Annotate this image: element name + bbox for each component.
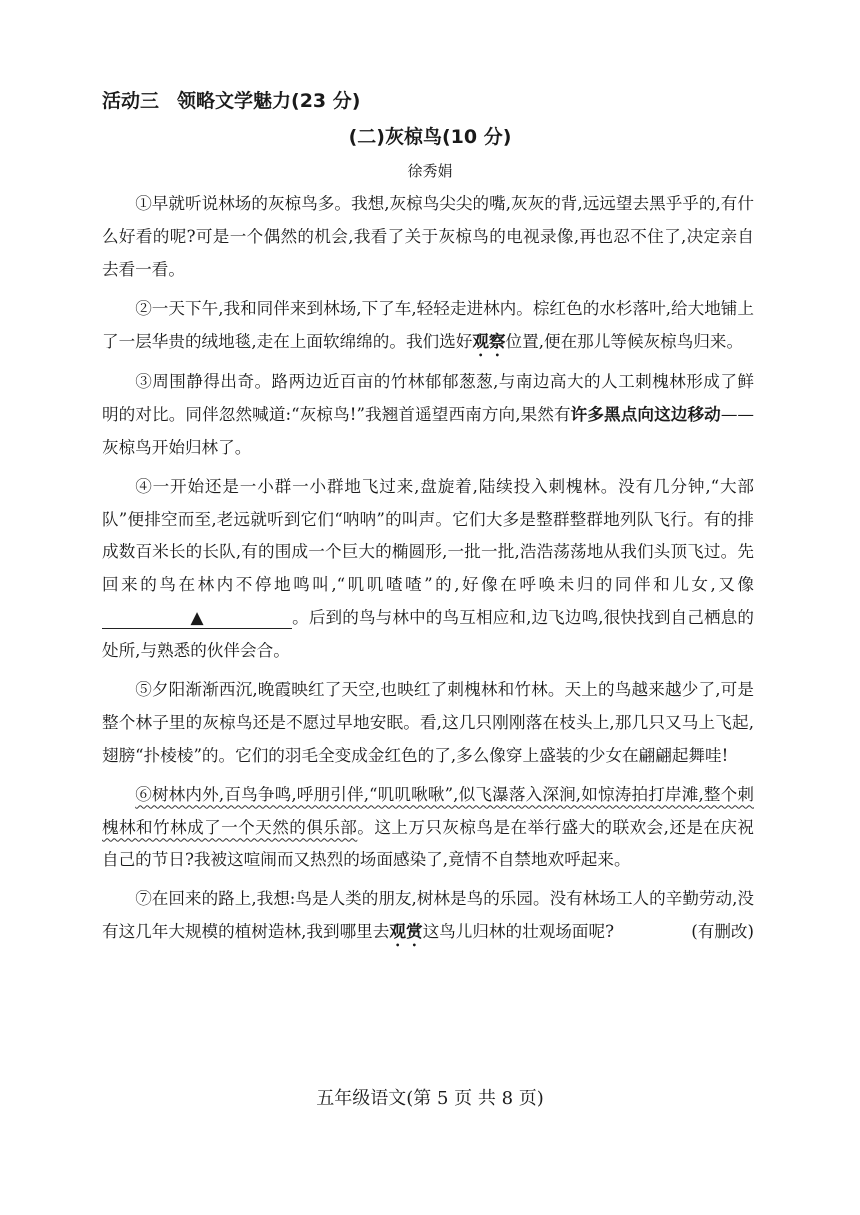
page-footer: 五年级语文(第 5 页 共 8 页)	[316, 1088, 544, 1109]
paragraph-3-text-b: ——灰椋鸟开始归林了。	[102, 404, 755, 457]
section-header	[102, 86, 360, 113]
paragraph-7	[102, 883, 754, 950]
section-title: 领略文学魅力(23 分)	[177, 90, 361, 112]
wavy-underlined-sentence: ⑥树林内外,百鸟争鸣,呼朋引伴,“叽叽啾啾”,似飞瀑落入深涧,如惊涛拍打岸滩,整个刺槐林和竹林成了一个天然的俱乐部	[102, 784, 754, 837]
article-title: (二)灰椋鸟(10 分)	[348, 126, 512, 148]
emphasized-word-observe: 观察	[472, 331, 506, 351]
emphasized-word-admire: 观赏	[389, 922, 423, 942]
section-label: 活动三	[102, 90, 160, 112]
paragraph-4	[102, 471, 754, 668]
paragraph-3-text-a: ③周围静得出奇。路两边近百亩的竹林郁郁葱葱,与南边高大的人工刺槐林形成了鲜明的对比。同伴忽然喊道:“灰椋鸟!”我翘首遥望西南方向,果然有	[102, 371, 754, 424]
paragraph-5: ⑤夕阳渐渐西沉,晚霞映红了天空,也映红了刺槐林和竹林。天上的鸟越来越少了,可是整个林子里的灰椋鸟还是不愿过早地安眠。看,这几只刚刚落在枝头上,那几只又马上飞起,翅膀“扑棱棱”的。它们的羽毛全变成金红色的了,多么像穿上盛装的少女在翩翩起舞哇!	[102, 679, 754, 765]
paragraph-6-text-b: 。这上万只灰椋鸟是在举行盛大的联欢会,还是在庆祝自己的节日?我被这喧闹而又热烈的场面感染了,竟情不自禁地欢呼起来。	[102, 817, 755, 870]
paragraph-2	[102, 293, 754, 360]
paragraph-6	[102, 779, 754, 877]
paragraph-7-text-b: 这鸟儿归林的壮观场面呢?	[422, 922, 614, 942]
article-author: 徐秀娟	[407, 162, 453, 180]
triangle-marker-icon: ▲	[190, 607, 204, 628]
article-body	[102, 188, 754, 950]
source-note: (有删改)	[691, 922, 754, 942]
paragraph-4-text-b: 。后到的鸟与林中的鸟互相应和,边飞边鸣,很快找到自己栖息的处所,与熟悉的伙伴会合。	[102, 607, 754, 660]
paragraph-2-text-b: 位置,便在那儿等候灰椋鸟归来。	[505, 331, 744, 351]
paragraph-1: ①早就听说林场的灰椋鸟多。我想,灰椋鸟尖尖的嘴,灰灰的背,远远望去黑乎乎的,有什么好看的呢?可是一个偶然的机会,我看了关于灰椋鸟的电视录像,再也忍不住了,决定亲自去看一看。	[102, 194, 754, 279]
paragraph-7-text-a: ⑦在回来的路上,我想:鸟是人类的朋友,树林是鸟的乐园。没有林场工人的辛勤劳动,没有这几年大规模的植树造林,我到哪里去	[102, 889, 754, 942]
paragraph-3	[102, 366, 754, 464]
paragraph-4-text-a: ④一开始还是一小群一小群地飞过来,盘旋着,陆续投入刺槐林。没有几分钟,“大部队”便排空而至,老远就听到它们“呐呐”的叫声。它们大多是整群整群地列队飞行。有的排成数百米长的长队,有的围成一个巨大的椭圆形,一批一批,浩浩荡荡地从我们头顶飞过。先回来的鸟在林内不停地鸣叫,“叽叽喳喳”的,好像在呼唤未归的同伴和儿女,又像	[102, 476, 754, 595]
paragraph-2-text-a: ②一天下午,我和同伴来到林场,下了车,轻轻走进林内。棕红色的水杉落叶,给大地铺上了一层华贵的绒地毯,走在上面软绵绵的。我们选好	[102, 298, 754, 351]
bold-phrase-black-dots: 许多黑点向这边移动	[570, 404, 721, 424]
answer-blank[interactable]	[102, 608, 292, 629]
